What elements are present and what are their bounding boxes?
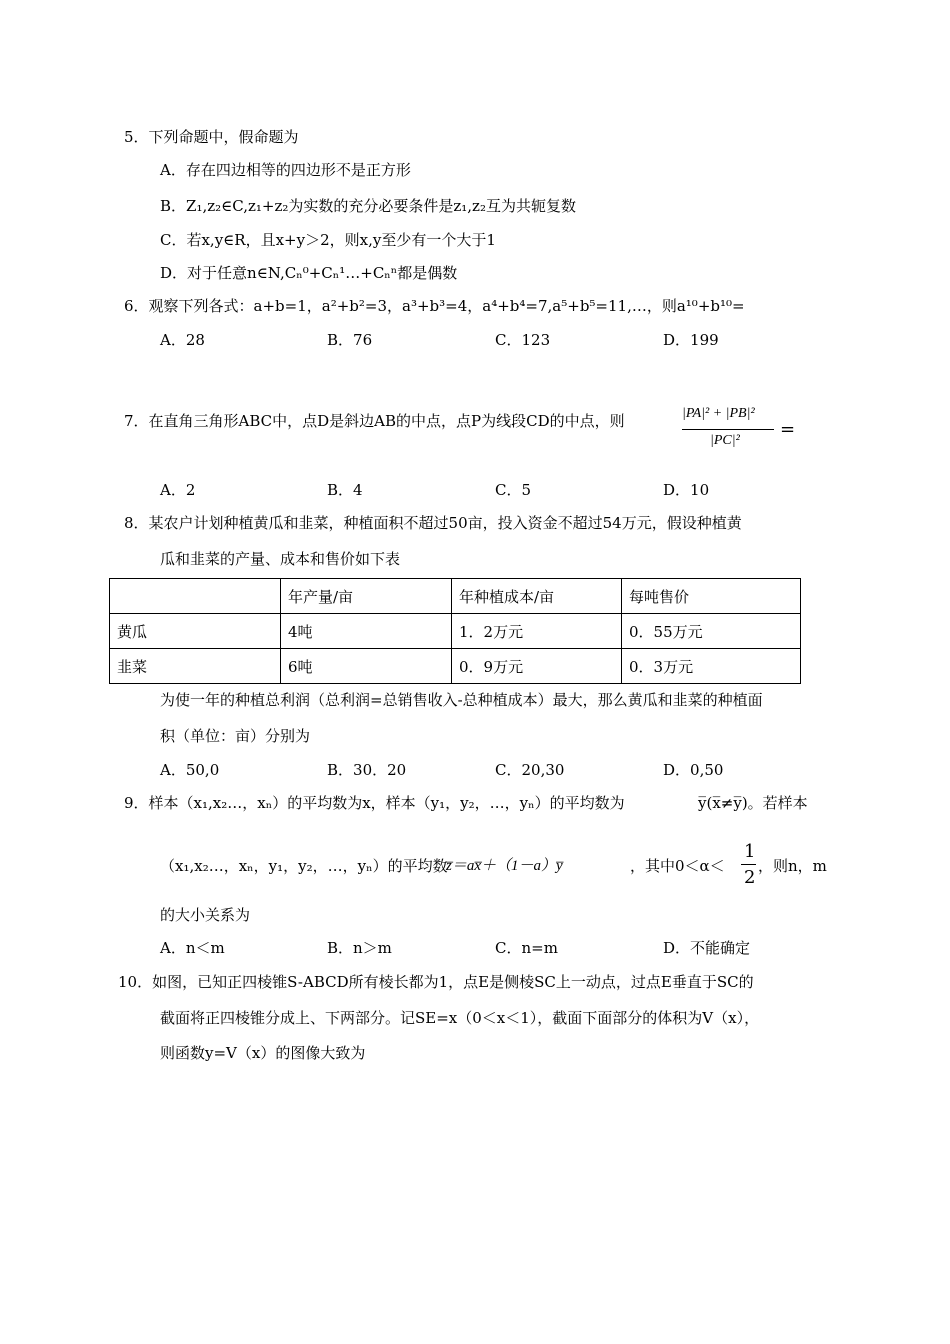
q9-stem-line3: 的大小关系为 xyxy=(160,906,251,924)
q7-fraction-denominator: |PC|² xyxy=(710,433,740,448)
q5-option-a: A．存在四边相等的四边形不是正方形 xyxy=(160,161,411,179)
q8-stem-line1: 8．某农户计划种植黄瓜和韭菜，种植面积不超过50亩，投入资金不超过54万元，假设种植黄 xyxy=(124,514,742,532)
q5-option-b: B．Z₁,z₂∈C,z₁+z₂为实数的充分必要条件是z₁,z₂互为共轭复数 xyxy=(160,197,576,215)
q9-option-d: D．不能确定 xyxy=(663,939,751,957)
q5-option-c: C．若x,y∈R，且x+y＞2，则x,y至少有一个大于1 xyxy=(160,231,496,249)
q6-option-b: B．76 xyxy=(327,331,373,349)
q9-stem-line1: 9．样本（x₁,x₂…，xₙ）的平均数为x，样本（y₁，y₂，…，yₙ）的平均数为 xyxy=(124,794,625,812)
yield-table xyxy=(109,578,801,684)
q9-option-c: C．n=m xyxy=(495,939,558,957)
q9-half-numerator: 1 xyxy=(744,841,756,862)
q7-stem: 7．在直角三角形ABC中，点D是斜边AB的中点，点P为线段CD的中点，则 xyxy=(124,412,625,430)
table-cell: 韭菜 xyxy=(110,649,281,684)
table-header-cell xyxy=(110,579,281,614)
q7-option-c: C．5 xyxy=(495,481,532,499)
q7-fraction-numerator: |PA|² + |PB|² xyxy=(682,406,755,421)
q5-option-d: D．对于任意n∈N,Cₙ⁰+Cₙ¹…+Cₙⁿ都是偶数 xyxy=(160,264,458,282)
table-row xyxy=(110,614,801,649)
q10-line2: 截面将正四棱锥分成上、下两部分。记SE=x（0＜x＜1），截面下面部分的体积为V（x）， xyxy=(160,1009,760,1027)
q6-option-d: D．199 xyxy=(663,331,719,349)
q9-stem-line2: （x₁,x₂…，xₙ，y₁，y₂，…，yₙ）的平均数 xyxy=(160,857,448,875)
q8-option-a: A．50,0 xyxy=(160,761,220,779)
q7-equals: = xyxy=(780,419,796,440)
table-cell: 4吨 xyxy=(281,614,452,649)
q9-stem-line2c: ，则n，m xyxy=(758,857,827,875)
q8-after-line1: 为使一年的种植总利润（总利润=总销售收入-总种植成本）最大，那么黄瓜和韭菜的种植面 xyxy=(160,691,763,709)
table-cell: 黄瓜 xyxy=(110,614,281,649)
q9-option-a: A．n＜m xyxy=(160,939,225,957)
q8-option-c: C．20,30 xyxy=(495,761,565,779)
q6-stem: 6．观察下列各式：a+b=1，a²+b²=3，a³+b³=4，a⁴+b⁴=7,a⁵+b⁵=11,…，则a¹⁰+b¹⁰= xyxy=(124,297,745,315)
q6-option-c: C．123 xyxy=(495,331,551,349)
table-header-cell: 年产量/亩 xyxy=(281,579,452,614)
q9-half-bar xyxy=(741,864,756,865)
q7-option-d: D．10 xyxy=(663,481,710,499)
table-cell: 0．3万元 xyxy=(622,649,801,684)
table-row xyxy=(110,649,801,684)
q9-option-b: B．n＞m xyxy=(327,939,392,957)
q10-line3: 则函数y=V（x）的图像大致为 xyxy=(160,1044,366,1062)
q9-condition: y̅(x̅≠y̅)。若样本 xyxy=(698,794,808,812)
q10-line1: 10．如图，已知正四棱锥S-ABCD所有棱长都为1，点E是侧棱SC上一动点，过点E垂直于SC的 xyxy=(118,973,754,991)
q6-option-a: A．28 xyxy=(160,331,205,349)
q8-stem-line2: 瓜和韭菜的产量、成本和售价如下表 xyxy=(160,550,401,568)
q9-formula: z̅＝ax̅＋（1－a）y̅ xyxy=(446,858,563,874)
table-header-row xyxy=(110,579,801,614)
q8-option-d: D．0,50 xyxy=(663,761,724,779)
table-cell: 6吨 xyxy=(281,649,452,684)
q7-option-b: B．4 xyxy=(327,481,363,499)
q5-stem: 5．下列命题中，假命题为 xyxy=(124,128,299,146)
q9-stem-line2b: ，其中0＜α＜ xyxy=(630,857,725,875)
q8-option-b: B．30．20 xyxy=(327,761,407,779)
table-cell: 0．55万元 xyxy=(622,614,801,649)
q7-option-a: A．2 xyxy=(160,481,196,499)
table-cell: 1．2万元 xyxy=(452,614,622,649)
q7-fraction-bar xyxy=(682,429,774,430)
table-header-cell: 每吨售价 xyxy=(622,579,801,614)
q8-after-line2: 积（单位：亩）分别为 xyxy=(160,727,311,745)
q9-half-denominator: 2 xyxy=(744,867,756,888)
table-cell: 0．9万元 xyxy=(452,649,622,684)
table-header-cell: 年种植成本/亩 xyxy=(452,579,622,614)
